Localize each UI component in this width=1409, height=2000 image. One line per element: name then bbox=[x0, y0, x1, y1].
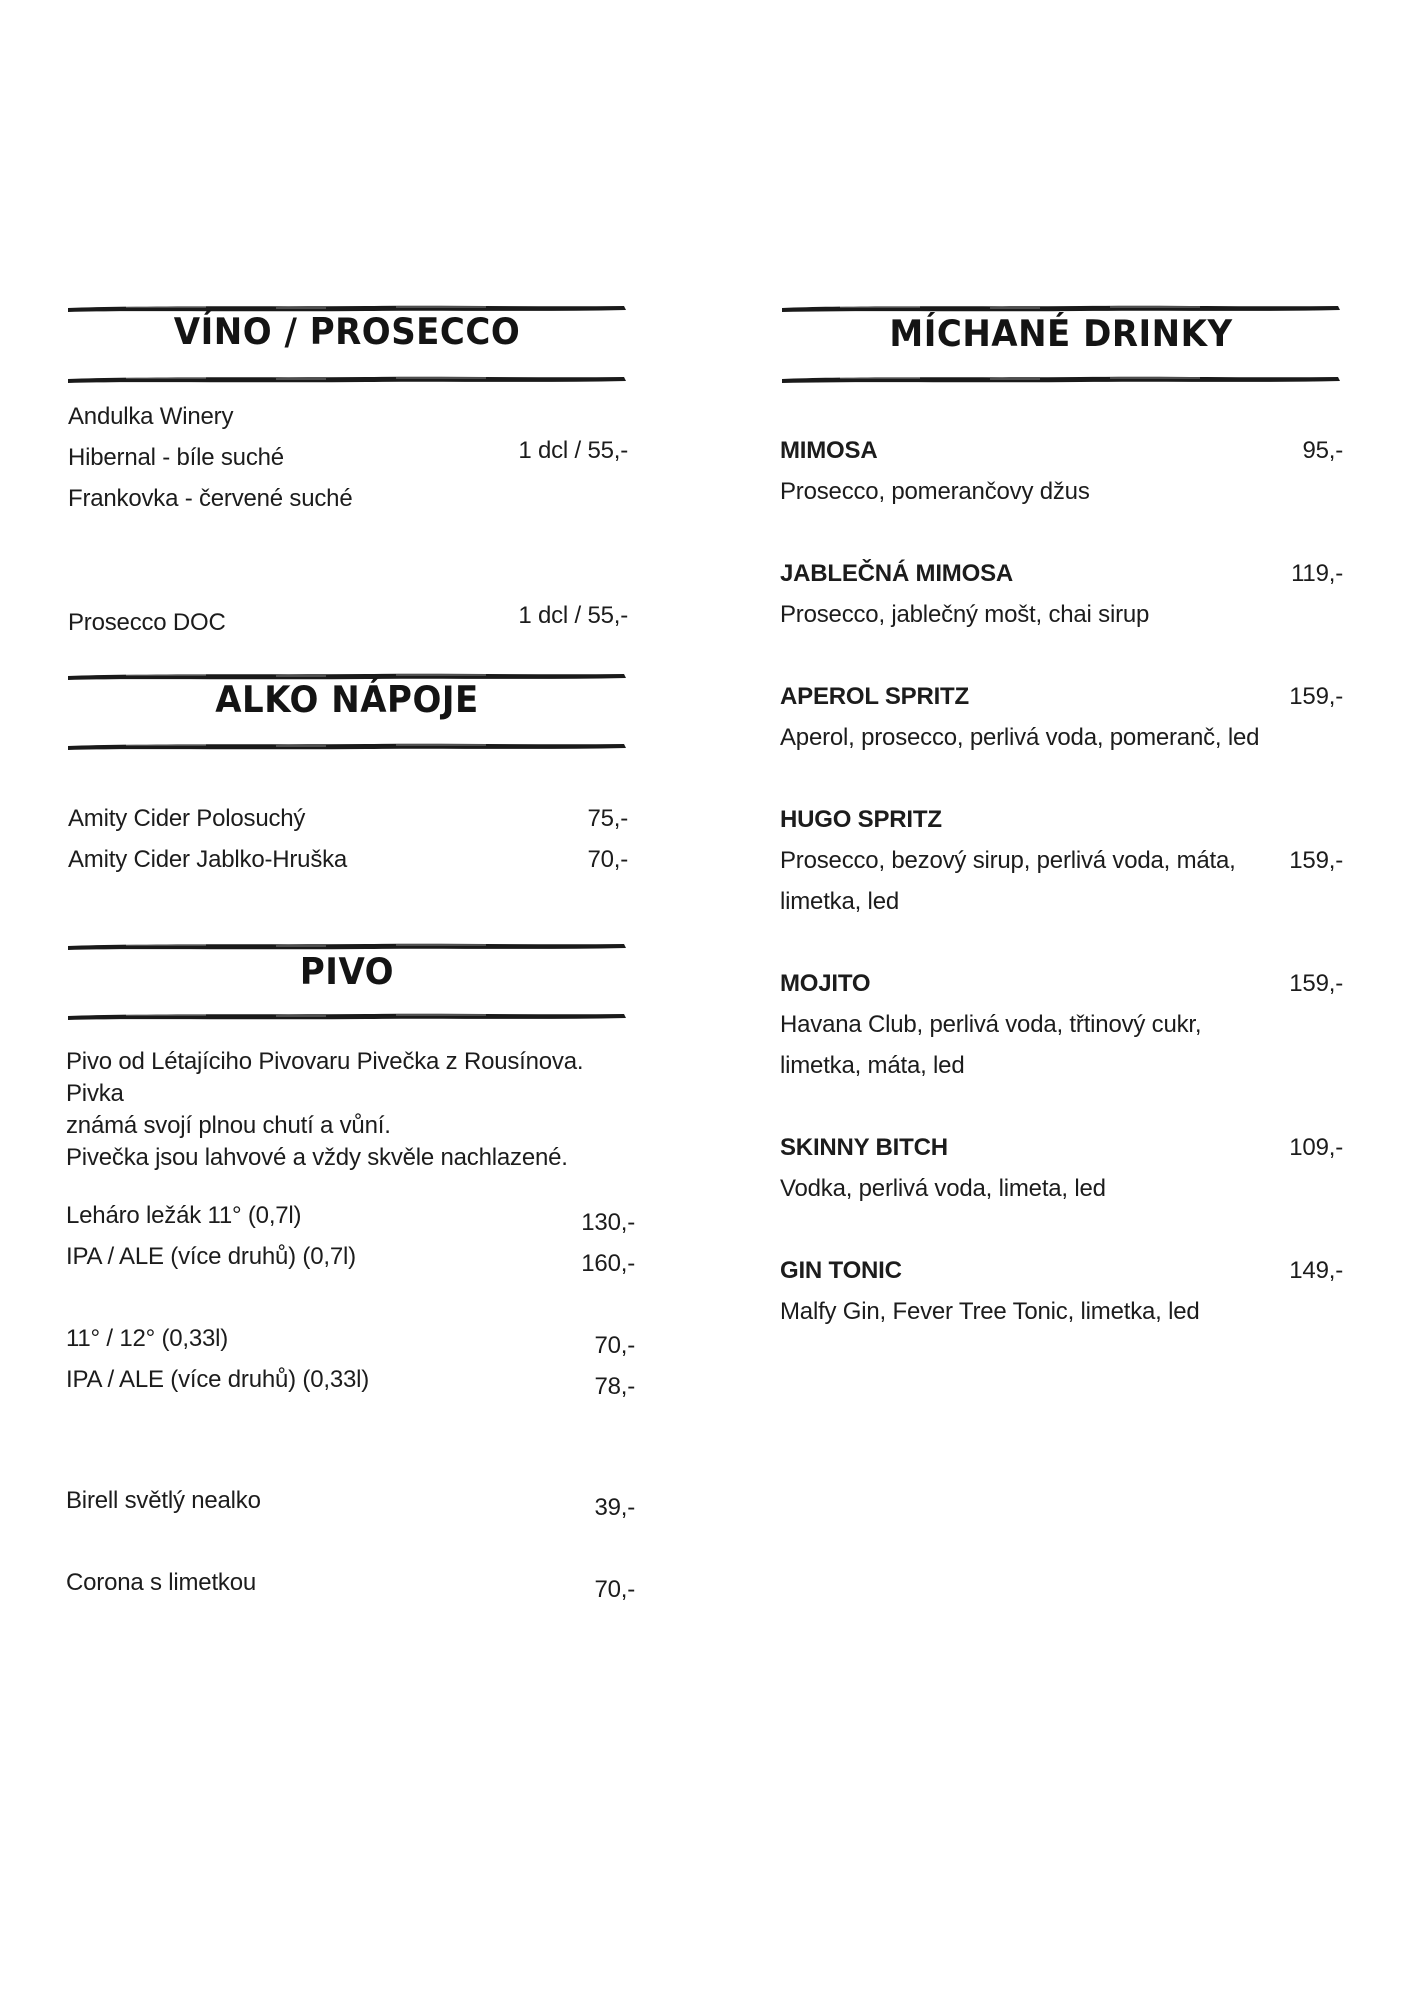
drink-name: SKINNY BITCH bbox=[780, 1134, 948, 1161]
drink-name: MIMOSA bbox=[780, 437, 878, 464]
drink-price: 159,- bbox=[1289, 847, 1343, 874]
pivo-header-bottom-stroke bbox=[66, 1012, 628, 1022]
drink-name: GIN TONIC bbox=[780, 1257, 902, 1284]
drink-description: Prosecco, jablečný mošt, chai sirup bbox=[780, 601, 1150, 628]
alko-item-name: Amity Cider Polosuchý bbox=[68, 805, 306, 832]
wine-header-bottom-stroke bbox=[66, 375, 628, 385]
drinks-section-title: MÍCHANÉ DRINKY bbox=[889, 312, 1233, 356]
winery-name: Andulka Winery bbox=[68, 403, 234, 430]
alko-section-title: ALKO NÁPOJE bbox=[215, 678, 479, 722]
wine-line-hibernal: Hibernal - bíle suché bbox=[68, 444, 284, 471]
drink-description: limetka, led bbox=[780, 888, 899, 915]
drink-description: Vodka, perlivá voda, limeta, led bbox=[780, 1175, 1106, 1202]
beer-item-name: Birell světlý nealko bbox=[66, 1487, 261, 1514]
beer-item-price: 70,- bbox=[594, 1332, 635, 1359]
drink-description: limetka, máta, led bbox=[780, 1052, 965, 1079]
pivo-description-line: známá svojí plnou chutí a vůní. bbox=[66, 1112, 391, 1139]
wine-section-title: VÍNO / PROSECCO bbox=[173, 310, 521, 354]
pivo-description bbox=[66, 1046, 646, 1174]
beer-item-price: 130,- bbox=[581, 1209, 635, 1236]
drink-name: HUGO SPRITZ bbox=[780, 806, 942, 833]
drink-price: 95,- bbox=[1302, 437, 1343, 464]
drink-name: JABLEČNÁ MIMOSA bbox=[780, 560, 1014, 587]
alko-item-name: Amity Cider Jablko-Hruška bbox=[68, 846, 348, 873]
beer-item-price: 78,- bbox=[594, 1373, 635, 1400]
drink-name: MOJITO bbox=[780, 970, 871, 997]
drinks-header-bottom-stroke bbox=[780, 375, 1342, 385]
wine-price: 1 dcl / 55,- bbox=[518, 437, 628, 464]
drink-price: 109,- bbox=[1289, 1134, 1343, 1161]
beer-item-price: 160,- bbox=[581, 1250, 635, 1277]
drink-price: 119,- bbox=[1291, 560, 1343, 587]
drink-description: Prosecco, pomerančovy džus bbox=[780, 478, 1090, 505]
prosecco-price: 1 dcl / 55,- bbox=[518, 602, 628, 629]
drink-description: Aperol, prosecco, perlivá voda, pomeranč, led bbox=[780, 724, 1260, 751]
beer-item-name: 11° / 12° (0,33l) bbox=[66, 1325, 229, 1352]
pivo-description-line: Pivo od Létajíciho Pivovaru Pivečka z Rousínova. Pivka bbox=[66, 1048, 584, 1107]
drink-description: Havana Club, perlivá voda, třtinový cukr, bbox=[780, 1011, 1202, 1038]
drink-price: 159,- bbox=[1289, 683, 1343, 710]
beer-item-price: 39,- bbox=[594, 1494, 635, 1521]
beer-item-name: Corona s limetkou bbox=[66, 1569, 257, 1596]
pivo-section-title: PIVO bbox=[299, 950, 395, 994]
beer-item-name: IPA / ALE (více druhů) (0,33l) bbox=[66, 1366, 370, 1393]
drink-price: 149,- bbox=[1289, 1257, 1343, 1284]
prosecco-name: Prosecco DOC bbox=[68, 609, 226, 636]
alko-header-bottom-stroke bbox=[66, 742, 628, 752]
drink-name: APEROL SPRITZ bbox=[780, 683, 969, 710]
beer-item-name: IPA / ALE (více druhů) (0,7l) bbox=[66, 1243, 356, 1270]
drink-price: 159,- bbox=[1289, 970, 1343, 997]
beer-item-price: 70,- bbox=[594, 1576, 635, 1603]
alko-item-price: 75,- bbox=[587, 805, 628, 832]
wine-line-frankovka: Frankovka - červené suché bbox=[68, 485, 353, 512]
alko-item-price: 70,- bbox=[587, 846, 628, 873]
beer-item-name: Leháro ležák 11° (0,7l) bbox=[66, 1202, 302, 1229]
drink-description: Malfy Gin, Fever Tree Tonic, limetka, led bbox=[780, 1298, 1200, 1325]
pivo-description-line: Pivečka jsou lahvové a vždy skvěle nachlazené. bbox=[66, 1144, 568, 1171]
drink-description: Prosecco, bezový sirup, perlivá voda, máta, bbox=[780, 847, 1236, 874]
